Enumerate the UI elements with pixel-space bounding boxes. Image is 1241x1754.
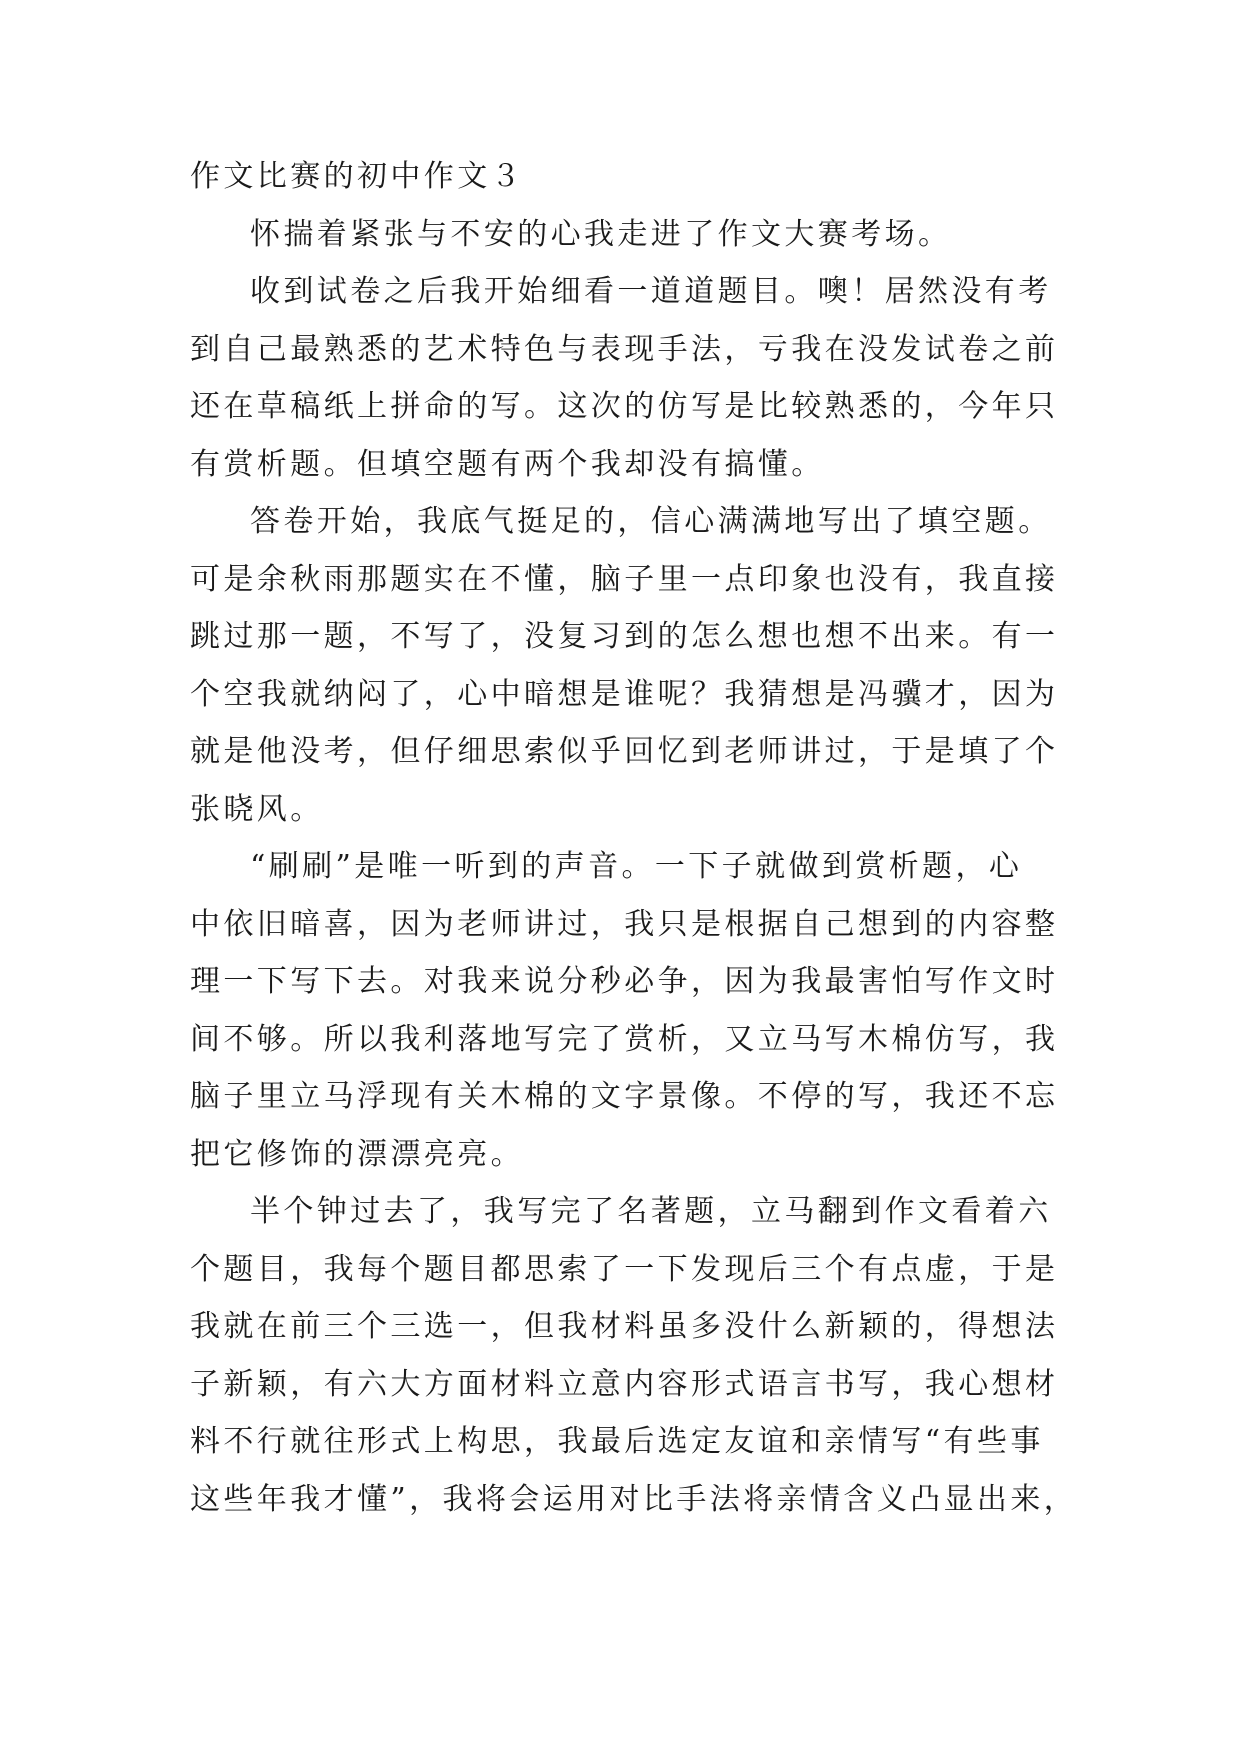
- text-line: 料不行就往形式上构思，我最后选定友谊和亲情写“有些事: [190, 1424, 1044, 1459]
- text-line: 答卷开始，我底气挺足的，信心满满地写出了填空题。: [250, 504, 1052, 539]
- paragraph-2: [190, 263, 1060, 493]
- paragraph-1: [190, 206, 1060, 264]
- text-line: 间不够。所以我利落地写完了赏析，又立马写木棉仿写，我: [190, 1021, 1059, 1057]
- text-line: 脑子里立马浮现有关木棉的文字景像。不停的写，我还不忘: [190, 1079, 1059, 1114]
- text-line: 个空我就纳闷了，心中暗想是谁呢？我猜想是冯骥才，因为: [190, 676, 1059, 712]
- text-line: 有赏析题。但填空题有两个我却没有搞懂。: [190, 446, 825, 482]
- text-line: “刷刷”是唯一听到的声音。一下子就做到赏析题，心: [250, 849, 1023, 884]
- text-line: 中依旧暗喜，因为老师讲过，我只是根据自己想到的内容整: [190, 906, 1059, 942]
- text-line: 还在草稿纸上拼命的写。这次的仿写是比较熟悉的，今年只: [190, 389, 1059, 424]
- document-body: [190, 148, 1078, 1528]
- paragraph-5: [190, 1183, 1078, 1528]
- paragraph-4: [190, 838, 1060, 1183]
- text-line: 我就在前三个三选一，但我材料虽多没什么新颖的，得想法: [190, 1309, 1059, 1344]
- text-line: 理一下写下去。对我来说分秒必争，因为我最害怕写作文时: [190, 964, 1059, 999]
- paragraph-3: [190, 493, 1060, 838]
- text-line: 到自己最熟悉的艺术特色与表现手法，亏我在没发试卷之前: [190, 331, 1059, 367]
- text-line: 就是他没考，但仔细思索似乎回忆到老师讲过，于是填了个: [190, 734, 1059, 769]
- text-line: 个题目，我每个题目都思索了一下发现后三个有点虚，于是: [190, 1251, 1059, 1287]
- text-line: 可是余秋雨那题实在不懂，脑子里一点印象也没有，我直接: [190, 561, 1059, 597]
- text-line: 张晓风。: [190, 791, 324, 827]
- text-line: 把它修饰的漂漂亮亮。: [190, 1136, 524, 1172]
- text-line: 怀揣着紧张与不安的心我走进了作文大赛考场。: [250, 216, 952, 252]
- text-line: 跳过那一题，不写了，没复习到的怎么想也想不出来。有一: [190, 619, 1059, 654]
- text-line: 收到试卷之后我开始细看一道道题目。噢！居然没有考: [250, 274, 1052, 309]
- text-line: 子新颖，有六大方面材料立意内容形式语言书写，我心想材: [190, 1366, 1059, 1402]
- text-line: 半个钟过去了，我写完了名著题，立马翻到作文看着六: [250, 1194, 1052, 1229]
- document-title: 作文比赛的初中作文３: [190, 159, 524, 194]
- text-line: 这些年我才懂”，我将会运用对比手法将亲情含义凸显出来，: [190, 1481, 1078, 1517]
